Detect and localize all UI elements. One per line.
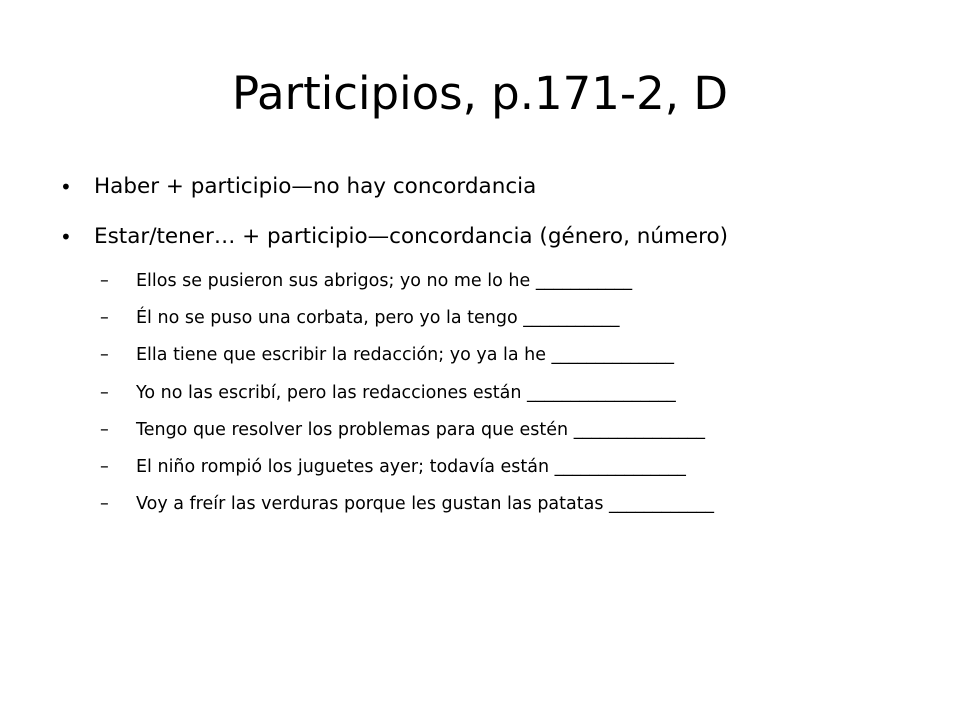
sub-bullet-text: Tengo que resolver los problemas para que estén _______________ [136,419,705,440]
sub-bullet-item [60,417,940,443]
sub-bullet-text: El niño rompió los juguetes ayer; todavía están _______________ [136,456,686,477]
sub-bullet-item [60,380,940,406]
sub-bullet-item [60,305,940,331]
sub-bullet-item [60,342,940,368]
dash-marker: – [100,456,109,477]
sub-bullet-text: Voy a freír las verduras porque les gustan las patatas ____________ [136,494,715,515]
slide-content [60,172,940,528]
bullet-item [60,172,940,202]
dash-marker: – [100,308,109,329]
slide-title: Participios, p.171-2, D [231,67,729,120]
dash-marker: – [100,419,109,440]
sub-bullet-text: Él no se puso una corbata, pero yo la tengo ___________ [136,308,620,329]
sub-bullet-item [60,268,940,294]
bullet-item [60,222,940,252]
sub-bullet-item [60,454,940,480]
sub-bullet-list [60,268,940,517]
dash-marker: – [100,271,109,291]
sub-bullet-text: Ella tiene que escribir la redacción; yo ya la he ______________ [136,345,675,366]
bullet-marker: • [60,225,72,249]
bullet-text: Estar/tener… + participio—concordancia (género, número) [94,224,729,249]
sub-bullet-item [60,491,940,517]
dash-marker: – [100,382,109,403]
sub-bullet-text: Ellos se pusieron sus abrigos; yo no me lo he ___________ [136,271,633,291]
dash-marker: – [100,345,109,366]
dash-marker: – [100,494,109,515]
bullet-text: Haber + participio—no hay concordancia [94,174,537,199]
sub-bullet-text: Yo no las escribí, pero las redacciones están _________________ [136,382,676,403]
bullet-marker: • [60,175,72,199]
